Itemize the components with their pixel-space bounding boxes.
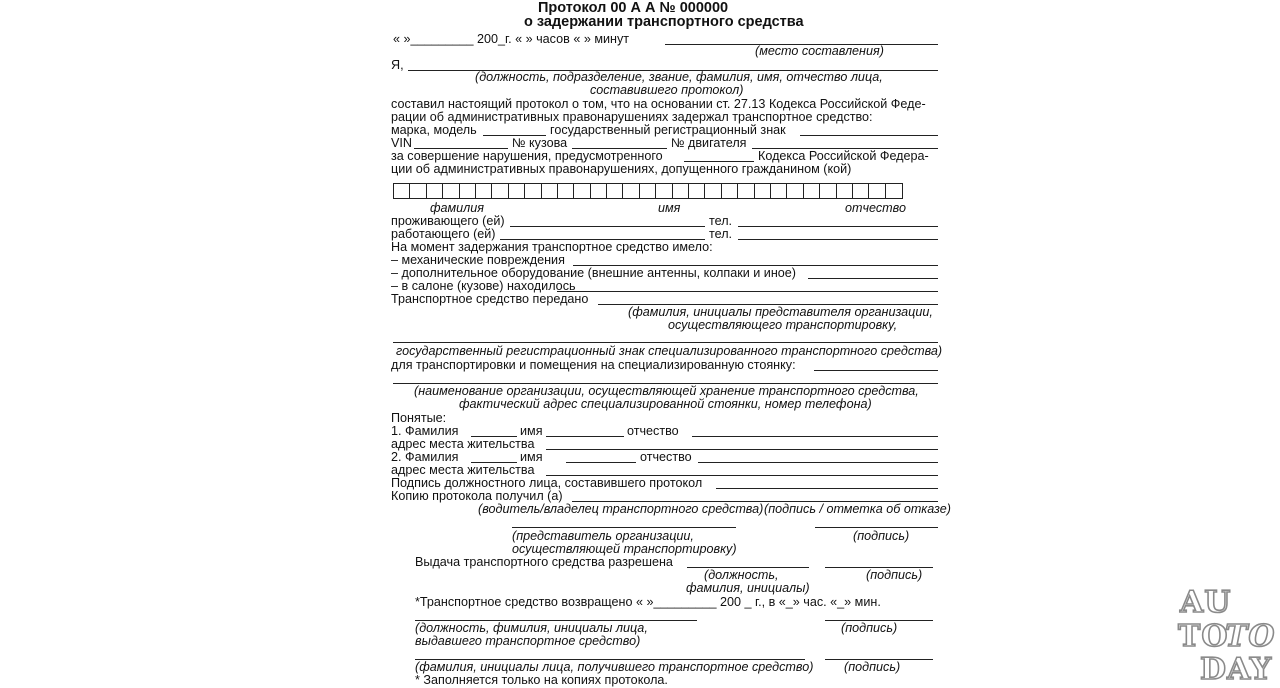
working-label: работающего (ей) — [391, 227, 496, 241]
watermark-to-2: TO — [1225, 619, 1276, 654]
name-letter-grid — [393, 183, 903, 199]
date-line: « »_________ 200_г. « » часов « » минут — [393, 32, 630, 46]
rep-org-signature-line — [815, 527, 938, 528]
rep-org-hint-2: осуществляющей транспортировку) — [512, 542, 737, 556]
witness-1-address-line — [546, 449, 938, 450]
letter-cell — [738, 184, 754, 198]
moment-label: На момент задержания транспортное средство имело: — [391, 240, 713, 254]
witness-2-patr-label: отчество — [640, 450, 692, 464]
body-label: № кузова — [512, 136, 568, 150]
letter-cell — [525, 184, 541, 198]
signature-hint-3: (подпись) — [841, 621, 898, 635]
rep-hint-1: (фамилия, инициалы представителя организации, — [628, 305, 933, 319]
rep-hint-2: осуществляющего транспортировку, — [668, 318, 898, 332]
letter-cell — [804, 184, 820, 198]
sign-official-line — [716, 488, 938, 489]
letter-cell — [542, 184, 558, 198]
watermark-to-1: TO — [1178, 619, 1229, 654]
witness-1-name-line — [546, 436, 624, 437]
witness-1-address-label: адрес места жительства — [391, 437, 535, 451]
form-title: Протокол 00 А А № 000000 — [538, 0, 729, 16]
salon-label: – в салоне (кузове) находилось — [391, 279, 576, 293]
engine-label: № двигателя — [671, 136, 747, 150]
witness-2-patr-line — [698, 462, 938, 463]
vin-label: VIN — [391, 136, 412, 150]
letter-cell — [656, 184, 672, 198]
letter-cell — [509, 184, 525, 198]
surname-hint: фамилия — [430, 201, 484, 215]
letter-cell — [574, 184, 590, 198]
letter-cell — [492, 184, 508, 198]
issuer-hint-1: (должность, фимилия, инициалы лица, — [415, 621, 648, 635]
letter-cell — [705, 184, 721, 198]
witness-2-label: 2. Фамилия — [391, 450, 459, 464]
regnum-line — [800, 135, 938, 136]
witness-1-label: 1. Фамилия — [391, 424, 459, 438]
letter-cell — [755, 184, 771, 198]
regnum-label: государственный регистрационный знак — [550, 123, 786, 137]
witness-2-address-label: адрес места жительства — [391, 463, 535, 477]
letter-cell — [476, 184, 492, 198]
returned-label: *Транспортное средство возвращено « »_________ 200 _ г., в «_» час. «_» мин. — [415, 595, 881, 609]
signature-hint-2: (подпись) — [866, 568, 923, 582]
letter-cell — [853, 184, 869, 198]
letter-cell — [607, 184, 623, 198]
letter-cell — [820, 184, 836, 198]
tow-hint: государственный регистрационный знак специализированного транспортного средства) — [396, 344, 943, 358]
receiver-hint: (фамилия, инициалы лица, получившего транспортное средство) — [415, 660, 814, 674]
letter-cell — [591, 184, 607, 198]
letter-cell — [869, 184, 885, 198]
parking-label: для транспортировки и помещения на специализированную стоянку: — [391, 358, 796, 372]
witness-2-name-line — [566, 462, 636, 463]
witnesses-label: Понятые: — [391, 411, 447, 425]
letter-cell — [427, 184, 443, 198]
intro-line-1: составил настоящий протокол о том, что на основании ст. 27.13 Кодекса Российской Феде- — [391, 97, 926, 111]
equipment-label: – дополнительное оборудование (внешние антенны, колпаки и иное) — [391, 266, 796, 280]
letter-cell — [689, 184, 705, 198]
rep-org-hint-1: (представитель организации, — [512, 529, 694, 543]
letter-cell — [886, 184, 902, 198]
org-hint-1: (наименование организации, осуществляющей хранение транспортного средства, — [414, 384, 919, 398]
driver-hint: (водитель/владелец транспортного средства) — [478, 502, 764, 516]
living-label: проживающего (ей) — [391, 214, 505, 228]
watermark-au: AU — [1180, 585, 1232, 620]
letter-cell — [558, 184, 574, 198]
tel-label-1: тел. — [709, 214, 733, 228]
violation-label-a: за совершение нарушения, предусмотренного — [391, 149, 663, 163]
salon-line — [557, 291, 938, 292]
copy-received-label: Копию протокола получил (а) — [391, 489, 563, 503]
signature-hint-4: (подпись) — [844, 660, 901, 674]
form-subtitle: о задержании транспортного средства — [524, 14, 804, 30]
rep-org-line — [512, 527, 736, 528]
letter-cell — [771, 184, 787, 198]
footnote: * Заполняется только на копиях протокола. — [415, 673, 668, 687]
official-hint-2: составившего протокол) — [590, 83, 744, 97]
letter-cell — [722, 184, 738, 198]
parking-line-1 — [814, 370, 938, 371]
tel-label-2: тел. — [709, 227, 733, 241]
i-label: Я, — [391, 58, 404, 72]
intro-line-2: рации об административных правонарушениях задержал транспортное средство: — [391, 110, 873, 124]
violation-label-2: ции об административных правонарушениях, допущенного гражданином (кой) — [391, 162, 852, 176]
watermark-day: DAY — [1200, 652, 1273, 687]
name-hint: имя — [658, 201, 681, 215]
damage-label: – механические повреждения — [391, 253, 565, 267]
letter-cell — [443, 184, 459, 198]
letter-cell — [623, 184, 639, 198]
transferred-label: Транспортное средство передано — [391, 292, 589, 306]
living-line — [510, 226, 705, 227]
issuer-hint-2: выдавшего транспортное средство) — [415, 634, 641, 648]
witness-1-name-label: имя — [520, 424, 543, 438]
place-hint: (место составления) — [755, 44, 884, 58]
witness-2-name-label: имя — [520, 450, 543, 464]
signature-refusal-hint: (подпись / отметка об отказе) — [764, 502, 951, 516]
tel-line-1 — [738, 226, 938, 227]
position-hint-2: фамилия, инициалы) — [686, 581, 810, 595]
tel-line-2 — [738, 239, 938, 240]
letter-cell — [640, 184, 656, 198]
letter-cell — [787, 184, 803, 198]
signature-hint-1: (подпись) — [853, 529, 910, 543]
letter-cell — [394, 184, 410, 198]
position-hint-1: (должность, — [704, 568, 779, 582]
witness-1-patr-line — [692, 436, 938, 437]
letter-cell — [460, 184, 476, 198]
witness-1-patr-label: отчество — [627, 424, 679, 438]
official-hint-1: (должность, подразделение, звание, фамилия, имя, отчество лица, — [475, 70, 883, 84]
equipment-line — [808, 278, 938, 279]
org-hint-2: фактический адрес специализированной стоянки, номер телефона) — [459, 397, 872, 411]
release-label: Выдача транспортного средства разрешена — [415, 555, 673, 569]
patronymic-hint: отчество — [845, 201, 906, 215]
violation-label-b: Кодекса Российской Федера- — [758, 149, 929, 163]
brand-label: марка, модель — [391, 123, 477, 137]
sign-official-label: Подпись должностного лица, составившего протокол — [391, 476, 703, 490]
tow-line — [393, 342, 938, 343]
letter-cell — [410, 184, 426, 198]
letter-cell — [673, 184, 689, 198]
letter-cell — [837, 184, 853, 198]
